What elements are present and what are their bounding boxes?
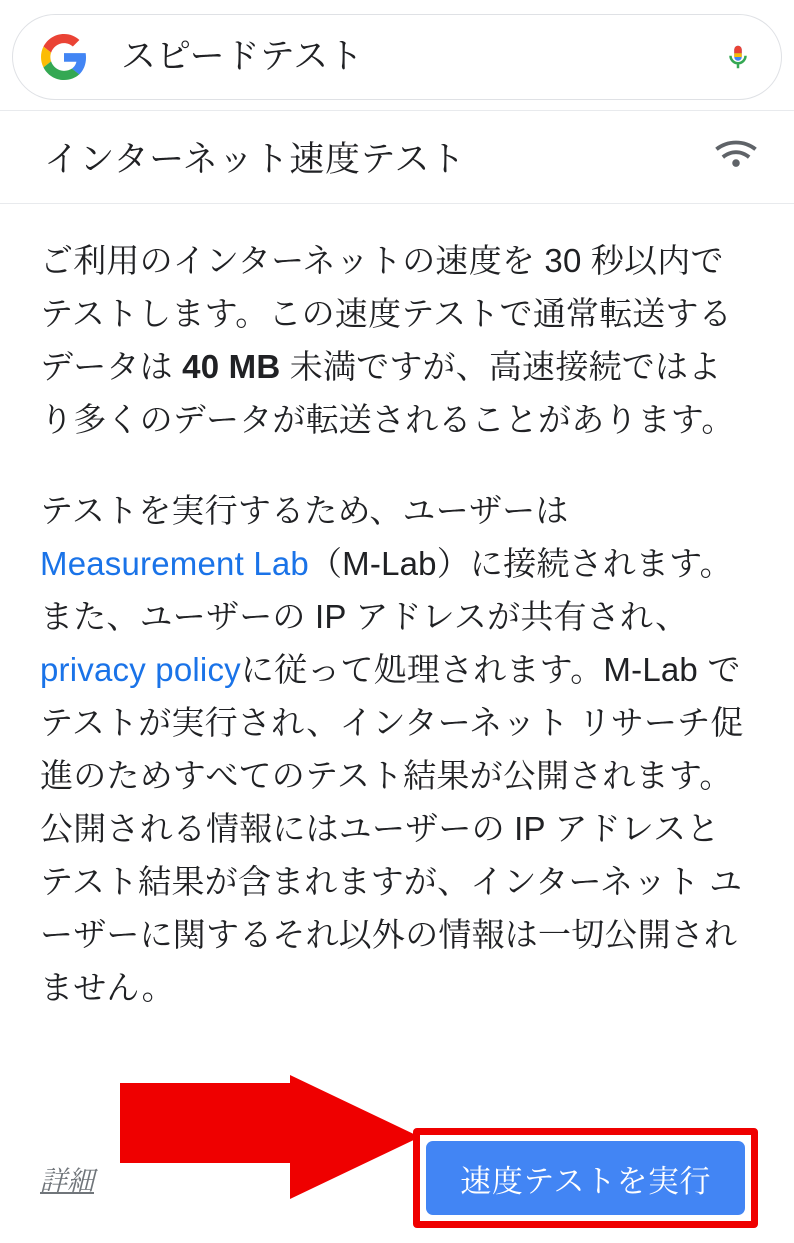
search-bar-container [0,0,794,110]
description-paragraph-2 [40,484,752,1014]
run-button-highlight [413,1128,758,1228]
data-size-value: 40 MB [182,348,281,385]
description-paragraph-1 [40,234,752,446]
run-speed-test-button[interactable]: 速度テストを実行 [426,1141,745,1215]
measurement-lab-link[interactable]: Measurement Lab [40,545,309,582]
card-footer [0,1113,794,1243]
search-input[interactable]: スピードテスト [121,37,364,76]
para1-text-2: 未満ですが、高速接続ではより多くのデータが転送されることがあります。 [40,348,735,438]
page-title: インターネット速度テスト [44,140,466,179]
speed-test-icon [710,137,760,177]
para2-text-1: テストを実行するため、ユーザーは [40,492,569,529]
para1-text-1: ご利用のインターネットの速度を 30 秒以内でテストします。この速度テストで通常転送するデータは [40,242,732,385]
card-body [0,204,794,1014]
microphone-icon[interactable] [721,34,755,80]
para2-text-2: （M-Lab）に接続されます。また、ユーザーの IP アドレスが共有され、 [40,545,733,635]
search-bar[interactable] [12,14,782,100]
details-link[interactable]: 詳細 [40,1165,94,1196]
privacy-policy-link[interactable]: privacy policy [40,651,241,688]
google-g-icon [41,34,87,80]
para2-text-3: に従って処理されます。M-Lab でテストが実行され、インターネット リサーチ促進のためすべてのテスト結果が公開されます。公開される情報にはユーザーの IP アドレスとテスト結果が含まれますが、インターネット ユーザーに関するそれ以外の情報は一切公開されません。 [40,651,744,1006]
card-header [0,111,794,203]
